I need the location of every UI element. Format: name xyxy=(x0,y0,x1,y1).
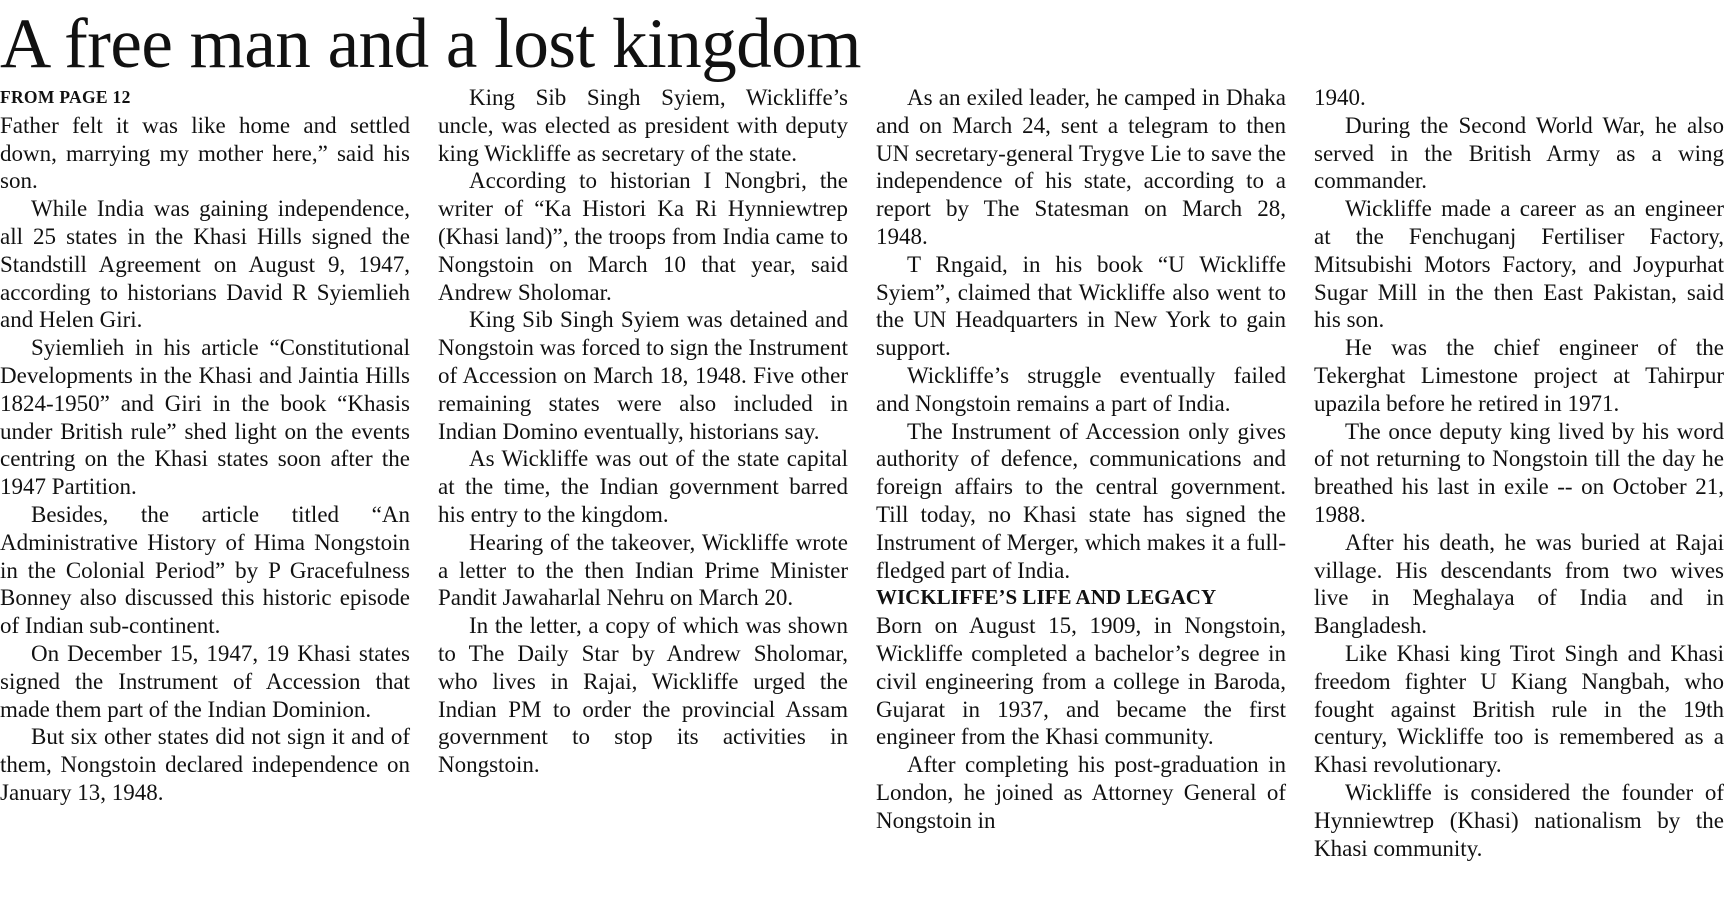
paragraph: While India was gaining independence, all 25 states in the Khasi Hills signed the Standstill Agreement on August 9, 1947, according to historians David R Syiemlieh and Helen Giri. xyxy=(0,196,410,333)
paragraph: Syiemlieh in his article “Constitutional Developments in the Khasi and Jaintia Hills 1824-1950” and Giri in the book “Khasis under British rule” shed light on the events centring on the Khasi states soon after the 1947 Partition. xyxy=(0,335,410,500)
paragraph: King Sib Singh Syiem was detained and Nongstoin was forced to sign the Instrument of Accession on March 18, 1948. Five other remaining states were also included in Indian Domino eventually, historians say. xyxy=(438,307,848,444)
paragraph: Wickliffe made a career as an engineer at the Fenchuganj Fertiliser Factory, Mitsubishi Motors Factory, and Joypurhat Sugar Mill in the then East Pakistan, said his son. xyxy=(1314,196,1724,333)
paragraph: As Wickliffe was out of the state capital at the time, the Indian government barred his entry to the kingdom. xyxy=(438,446,848,527)
paragraph: Wickliffe is considered the founder of Hynniewtrep (Khasi) nationalism by the Khasi community. xyxy=(1314,779,1724,861)
paragraph: As an exiled leader, he camped in Dhaka and on March 24, sent a telegram to then UN secretary-general Trygve Lie to save the independence of his state, according to a report by The Statesman on March 28, 1948. xyxy=(876,85,1286,249)
article-column-1 xyxy=(0,84,410,807)
paragraph: He was the chief engineer of the Tekerghat Limestone project at Tahirpur upazila before he retired in 1971. xyxy=(1314,335,1724,416)
paragraph: After completing his post-graduation in London, he joined as Attorney General of Nongstoin in xyxy=(876,752,1286,833)
section-subhead: WICKLIFFE’S LIFE AND LEGACY xyxy=(876,585,1217,610)
paragraph: Like Khasi king Tirot Singh and Khasi freedom fighter U Kiang Nangbah, who fought against British rule in the 19th century, Wickliffe too is remembered as a Khasi revolutionary. xyxy=(1314,640,1724,778)
paragraph: Father felt it was like home and settled down, marrying my mother here,” said his son. xyxy=(0,112,410,194)
paragraph: The once deputy king lived by his word of not returning to Nongstoin till the day he breathed his last in exile -- on October 21, 1988. xyxy=(1314,418,1724,527)
article-column-3 xyxy=(876,84,1286,835)
headline: A free man and a lost kingdom xyxy=(0,5,861,83)
paragraph: Born on August 15, 1909, in Nongstoin, Wickliffe completed a bachelor’s degree in civil engineering from a college in Baroda, Gujarat in 1937, and became the first engineer from the Khasi community. xyxy=(876,613,1286,750)
paragraph: According to historian I Nongbri, the writer of “Ka Histori Ka Ri Hynniewtrep (Khasi land)”, the troops from India came to Nongstoin on March 10 that year, said Andrew Sholomar. xyxy=(438,168,848,305)
paragraph: The Instrument of Accession only gives authority of defence, communications and foreign affairs to the central government. Till today, no Khasi state has signed the Instrument of Merger, which makes it a full-fledged part of India. xyxy=(876,418,1286,583)
continued-from-label: FROM PAGE 12 xyxy=(0,87,131,107)
paragraph: Besides, the article titled “An Administrative History of Hima Nongstoin in the Colonial Period” by P Gracefulness Bonney also discussed this historic episode of Indian sub-continent. xyxy=(0,501,410,639)
paragraph: During the Second World War, he also served in the British Army as a wing commander. xyxy=(1314,112,1724,194)
paragraph: Wickliffe’s struggle eventually failed and Nongstoin remains a part of India. xyxy=(876,362,1286,416)
paragraph: T Rngaid, in his book “U Wickliffe Syiem”, claimed that Wickliffe also went to the UN Headquarters in New York to gain support. xyxy=(876,251,1286,361)
paragraph: Hearing of the takeover, Wickliffe wrote a letter to the then Indian Prime Minister Pandit Jawaharlal Nehru on March 20. xyxy=(438,529,848,611)
paragraph: After his death, he was buried at Rajai village. His descendants from two wives live in Meghalaya of India and in Bangladesh. xyxy=(1314,529,1724,639)
article-column-4 xyxy=(1314,84,1724,862)
paragraph: On December 15, 1947, 19 Khasi states signed the Instrument of Accession that made them part of the Indian Dominion. xyxy=(0,640,410,722)
paragraph: King Sib Singh Syiem, Wickliffe’s uncle, was elected as president with deputy king Wickliffe as secretary of the state. xyxy=(438,85,848,166)
paragraph: 1940. xyxy=(1314,85,1366,110)
paragraph: But six other states did not sign it and of them, Nongstoin declared independence on January 13, 1948. xyxy=(0,724,410,805)
paragraph: In the letter, a copy of which was shown to The Daily Star by Andrew Sholomar, who lives in Rajai, Wickliffe urged the Indian PM to order the provincial Assam government to stop its activities in Nongstoin. xyxy=(438,613,848,778)
article-column-2 xyxy=(438,84,848,779)
